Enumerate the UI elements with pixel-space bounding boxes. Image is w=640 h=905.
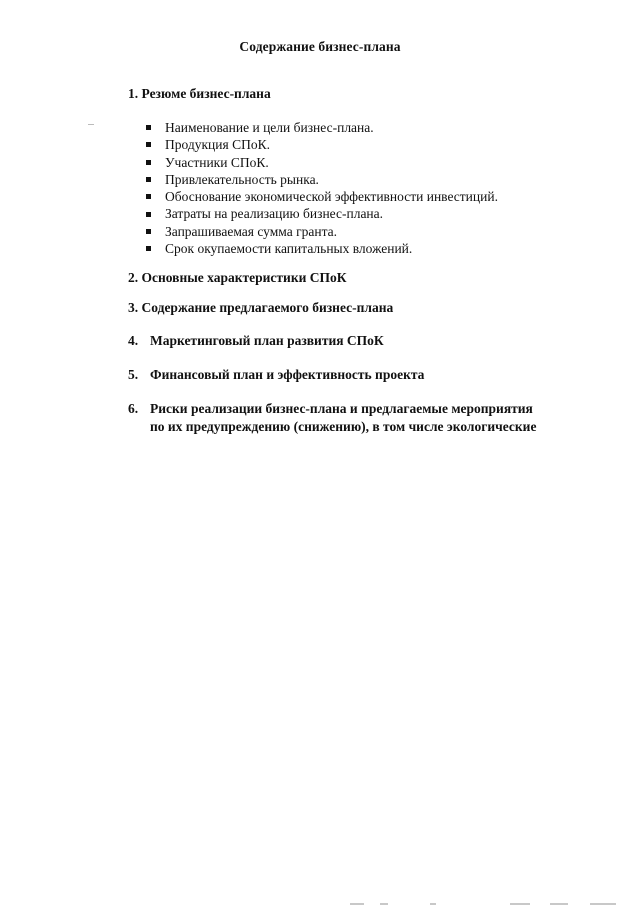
section-6-number: 6. xyxy=(128,401,139,416)
section-6-line-1: Риски реализации бизнес-плана и предлагаемые мероприятия xyxy=(150,401,533,416)
section-4-text: Маркетинговый план развития СПоК xyxy=(150,333,384,348)
list-item: Запрашиваемая сумма гранта. xyxy=(146,223,498,240)
bullet-icon xyxy=(146,194,151,199)
bullet-icon xyxy=(146,229,151,234)
section-3-heading: 3. Содержание предлагаемого бизнес-плана xyxy=(128,300,394,315)
margin-mark xyxy=(88,124,94,125)
bullet-icon xyxy=(146,125,151,130)
bullet-icon xyxy=(146,160,151,165)
section-1-heading: 1. Резюме бизнес-плана xyxy=(128,86,271,101)
section-4-number: 4. xyxy=(128,333,139,348)
bullet-icon xyxy=(146,142,151,147)
bullet-icon xyxy=(146,212,151,217)
list-item: Срок окупаемости капитальных вложений. xyxy=(146,240,498,257)
bullet-icon xyxy=(146,246,151,251)
bullet-icon xyxy=(146,177,151,182)
section-6-line-2: по их предупреждению (снижению), в том числе экологические xyxy=(150,419,537,434)
section-5-number: 5. xyxy=(128,367,139,382)
scan-artifacts xyxy=(340,901,640,905)
section-2-heading: 2. Основные характеристики СПоК xyxy=(128,270,347,285)
list-item: Обоснование экономической эффективности инвестиций. xyxy=(146,188,498,205)
list-item: Затраты на реализацию бизнес-плана. xyxy=(146,205,498,222)
section-4-heading xyxy=(128,333,384,349)
document-title: Содержание бизнес-плана xyxy=(239,39,401,54)
list-item: Участники СПоК. xyxy=(146,154,498,171)
section-6-heading xyxy=(128,400,536,436)
list-item: Продукция СПоК. xyxy=(146,136,498,153)
list-item: Привлекательность рынка. xyxy=(146,171,498,188)
section-1-list xyxy=(146,119,498,257)
section-5-text: Финансовый план и эффективность проекта xyxy=(150,367,425,382)
section-5-heading xyxy=(128,367,424,383)
list-item: Наименование и цели бизнес-плана. xyxy=(146,119,498,136)
